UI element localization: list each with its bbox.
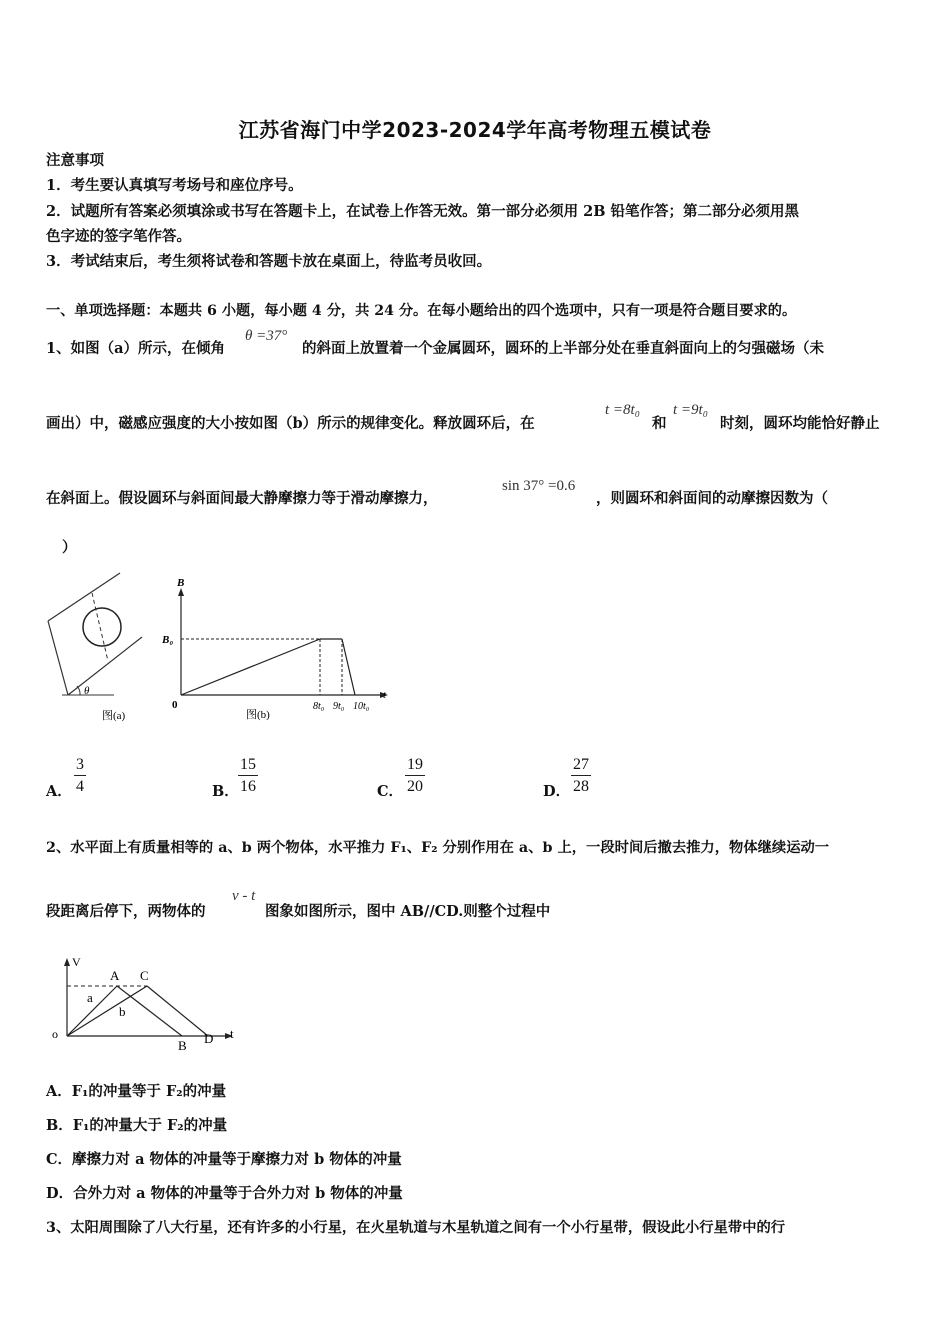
- notice-item: 2．试题所有答案必须填涂或书写在答题卡上，在试卷上作答无效。第一部分必须用 2B 铅笔作答；第二部分必须用黑: [46, 203, 800, 220]
- figure-a-incline: [40, 565, 150, 725]
- option-a-fraction: [74, 755, 86, 798]
- option-d-numerator: 27: [571, 755, 591, 776]
- q2-option-b: B．F₁的冲量大于 F₂的冲量: [46, 1117, 228, 1134]
- option-c-label: C．: [377, 783, 404, 800]
- q1-text: 1、如图（a）所示，在倾角: [46, 340, 225, 357]
- tick-8t0: 8t₀: [313, 701, 325, 712]
- option-c-numerator: 19: [405, 755, 425, 776]
- option-a-numerator: 3: [74, 755, 86, 776]
- q1-math-t2: t =9t₀: [673, 402, 708, 418]
- figure-a-caption: 图(a): [102, 710, 126, 722]
- section-heading: 一、单项选择题：本题共 6 小题，每小题 4 分，共 24 分。在每小题给出的四个选项中，只有一项是符合题目要求的。: [46, 303, 797, 319]
- q1-text: ）: [62, 539, 77, 556]
- point-b-label: B: [178, 1038, 187, 1053]
- q3-text: 3、太阳周围除了八大行星，还有许多的小行星，在火星轨道与木星轨道之间有一个小行星带，假设此小行星带中的行: [46, 1220, 786, 1236]
- axis-t-label: t: [230, 1026, 234, 1041]
- option-a-label: A．: [46, 783, 72, 800]
- option-b-denominator: 16: [240, 778, 256, 795]
- option-d-fraction: [571, 755, 591, 798]
- q1-math-sin: sin 37° =0.6: [502, 478, 576, 494]
- angle-label: θ: [84, 685, 90, 697]
- q2-vt-graph: [50, 950, 250, 1055]
- option-b-label: B．: [212, 783, 239, 800]
- q1-text: 的斜面上放置着一个金属圆环，圆环的上半部分处在垂直斜面向上的匀强磁场（未: [302, 340, 824, 357]
- option-d-label: D．: [543, 783, 571, 800]
- figure-b-caption: 图(b): [246, 709, 270, 721]
- origin-label: 0: [172, 699, 178, 711]
- line-a-label: a: [87, 990, 93, 1005]
- option-b-fraction: [238, 755, 258, 798]
- q2-option-c: C．摩擦力对 a 物体的冲量等于摩擦力对 b 物体的冲量: [46, 1151, 402, 1168]
- q1-text: 画出）中，磁感应强度的大小按如图（b）所示的规律变化。释放圆环后，在: [46, 415, 535, 432]
- tick-10t0: 10t₀: [353, 701, 370, 712]
- q2-text: 2、水平面上有质量相等的 a、b 两个物体，水平推力 F₁、F₂ 分别作用在 a、b 上，一段时间后撤去推力，物体继续运动一: [46, 840, 830, 856]
- q2-text: 图象如图所示，图中 AB//CD.则整个过程中: [265, 903, 551, 920]
- point-d-label: D: [204, 1031, 214, 1046]
- notice-item: 1．考生要认真填写考场号和座位序号。: [46, 177, 303, 194]
- q2-math-vt: v - t: [232, 888, 256, 904]
- axis-v-label: V: [72, 955, 81, 969]
- option-c-denominator: 20: [407, 778, 423, 795]
- q1-math-t1: t =8t₀: [605, 402, 640, 418]
- axis-b-label: B: [177, 577, 185, 589]
- q2-text: 段距离后停下，两物体的: [46, 903, 206, 920]
- origin-label: o: [52, 1027, 58, 1041]
- option-c-fraction: [405, 755, 425, 798]
- option-d-denominator: 28: [573, 778, 589, 795]
- figure-b-graph: [160, 572, 395, 727]
- q1-text: 和: [652, 415, 667, 432]
- notice-item: 色字迹的签字笔作答。: [46, 228, 191, 245]
- option-a-denominator: 4: [76, 778, 84, 795]
- q2-option-d: D．合外力对 a 物体的冲量等于合外力对 b 物体的冲量: [46, 1185, 403, 1202]
- q1-text: ，则圆环和斜面间的动摩擦因数为（: [596, 490, 828, 507]
- point-a-label: A: [110, 968, 120, 983]
- q2-option-a: A．F₁的冲量等于 F₂的冲量: [46, 1083, 227, 1100]
- option-b-numerator: 15: [238, 755, 258, 776]
- q1-math-angle: θ =37°: [245, 328, 288, 344]
- q1-text: 时刻，圆环均能恰好静止: [720, 415, 880, 432]
- page-title: 江苏省海门中学2023-2024学年高考物理五模试卷: [238, 118, 712, 142]
- axis-t-label: t: [383, 689, 387, 701]
- tick-9t0: 9t₀: [333, 701, 345, 712]
- q1-text: 在斜面上。假设圆环与斜面间最大静摩擦力等于滑动摩擦力，: [46, 490, 438, 507]
- point-c-label: C: [140, 968, 149, 983]
- line-b-label: b: [119, 1004, 126, 1019]
- b0-label: B₀: [162, 634, 174, 646]
- notice-item: 3．考试结束后，考生须将试卷和答题卡放在桌面上，待监考员收回。: [46, 253, 492, 270]
- notice-heading: 注意事项: [46, 152, 104, 169]
